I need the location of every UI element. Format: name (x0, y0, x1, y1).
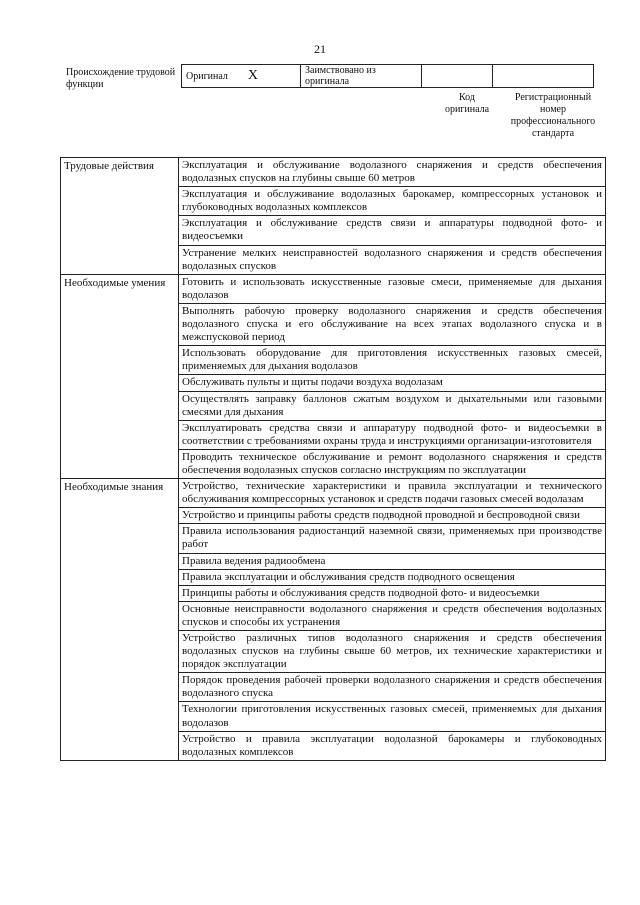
code-caption: Код оригинала (444, 92, 490, 115)
code-cell (422, 65, 493, 88)
item-cell: Устройство и принципы работы средств подводной проводной и беспроводной связи (179, 508, 606, 524)
original-mark: X (247, 68, 259, 83)
item-cell: Использовать оборудование для приготовления искусственных газовых смесей, применяемых для дыхания водолазов (179, 346, 606, 375)
item-cell: Готовить и использовать искусственные газовые смеси, применяемые для дыхания водолазов (179, 274, 606, 303)
item-cell: Основные неисправности водолазного снаряжения и средств обеспечения водолазных спусков и способы их устранения (179, 601, 606, 630)
item-cell: Устройство различных типов водолазного снаряжения и средств обеспечения водолазных спусков на глубины свыше 60 метров, их технические характеристики и порядок эксплуатации (179, 631, 606, 673)
origin-table (181, 64, 594, 88)
item-cell: Эксплуатация и обслуживание водолазного снаряжения и средств обеспечения водолазных спусков на глубины свыше 60 метров (179, 158, 606, 187)
item-cell: Порядок проведения рабочей проверки водолазного снаряжения и средств обеспечения водолазного спуска (179, 673, 606, 702)
item-cell: Осуществлять заправку баллонов сжатым воздухом и дыхательными или газовыми смесями для дыхания (179, 391, 606, 420)
item-cell: Принципы работы и обслуживания средств подводной фото- и видеосъемки (179, 585, 606, 601)
category-cell: Необходимые знания (61, 479, 179, 761)
table-row (61, 158, 606, 187)
item-cell: Устройство, технические характеристики и правила эксплуатации и технического обслуживания компрессорных установок и средств подачи газовых смесей водолазам (179, 479, 606, 508)
table-row (61, 274, 606, 303)
origin-label: Происхождение трудовой функции (66, 67, 176, 90)
item-cell: Правила эксплуатации и обслуживания средств подводного освещения (179, 569, 606, 585)
item-cell: Устранение мелких неисправностей водолазного снаряжения и средств обеспечения водолазных спусков (179, 245, 606, 274)
item-cell: Выполнять рабочую проверку водолазного снаряжения и средств обеспечения водолазного спуска и его обслуживание на всех этапах водолазного спуска и в межспусковой период (179, 303, 606, 345)
item-cell: Технологии приготовления искусственных газовых смесей, применяемых для дыхания водолазов (179, 702, 606, 731)
item-cell: Проводить техническое обслуживание и ремонт водолазного снаряжения и средств обеспечения водолазных спусков согласно инструкциям по эксплуатации (179, 449, 606, 478)
item-cell: Эксплуатация и обслуживание водолазных барокамер, компрессорных установок и глубоководных водолазных комплексов (179, 187, 606, 216)
item-cell: Правила использования радиостанций наземной связи, применяемых при производстве работ (179, 524, 606, 553)
item-cell: Устройство и правила эксплуатации водолазной барокамеры и глубоководных водолазных комплексов (179, 731, 606, 760)
registration-caption: Регистрационный номер профессионального стандарта (510, 92, 596, 139)
functions-table (60, 157, 606, 761)
table-row (61, 479, 606, 508)
original-label: Оригинал (186, 71, 228, 82)
category-cell: Необходимые умения (61, 274, 179, 478)
borrowed-cell: Заимствовано из оригинала (301, 65, 422, 88)
category-cell: Трудовые действия (61, 158, 179, 275)
item-cell: Эксплуатировать средства связи и аппаратуру подводной фото- и видеосъемки в соответствии с требованиями охраны труда и инструкциями организации-изготовителя (179, 420, 606, 449)
item-cell: Обслуживать пульты и щиты подачи воздуха водолазам (179, 375, 606, 391)
original-cell (182, 65, 301, 88)
item-cell: Правила ведения радиообмена (179, 553, 606, 569)
page-number: 21 (314, 42, 326, 56)
registration-cell (493, 65, 594, 88)
item-cell: Эксплуатация и обслуживание средств связи и аппаратуры подводной фото- и видеосъемки (179, 216, 606, 245)
